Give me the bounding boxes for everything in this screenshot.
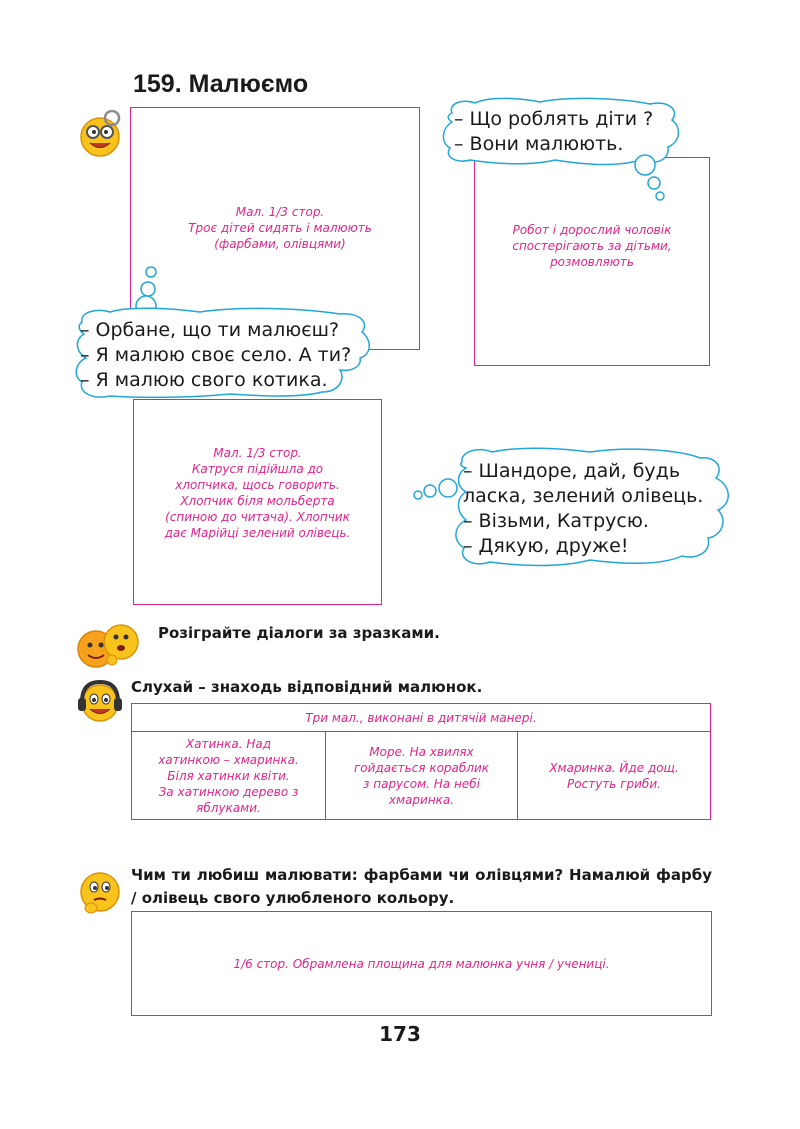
- dialogue-line: – Я малюю свого котика.: [80, 369, 328, 391]
- illustration-note-3: Мал. 1/3 стор. Катруся підійшла до хлопчика, щось говорить. Хлопчик біля мольберта (спиною до читача). Хлопчик дає Марійці зелений олівець.: [164, 446, 351, 540]
- illustration-note-2: Робот і дорослий чоловік спостерігають за дітьми, розмовляють: [512, 223, 672, 269]
- thinking-smiley-icon: [76, 868, 124, 918]
- task-listen: Слухай – знаходь відповідний малюнок.: [131, 678, 483, 696]
- illustration-note-1: Мал. 1/3 стор. Троє дітей сидять і малюють (фарбами, олівцями): [188, 205, 372, 251]
- headphones-smiley-icon: [75, 678, 125, 724]
- listen-table-cell-text: Хмаринка. Йде дощ. Ростуть гриби.: [549, 760, 679, 791]
- dialogue-line: – Дякую, друже!: [463, 535, 629, 557]
- dialogue-1: [454, 107, 653, 157]
- listen-table-cell-3: [517, 731, 711, 820]
- listen-table-cell-1: [131, 731, 326, 820]
- dialogue-line: – Що роблять діти ?: [454, 108, 654, 130]
- task-draw: Чим ти любиш малювати: фарбами чи олівцями? Намалюй фарбу / олівець свого улюбленого кольору.: [131, 866, 712, 907]
- listen-table-cell-text: Море. На хвилях гойдається кораблик з парусом. На небі хмаринка.: [353, 744, 490, 807]
- dialogue-line: – Я малюю своє село. А ти?: [80, 344, 352, 366]
- page-number: 173: [379, 1022, 421, 1046]
- listen-table-header: [131, 703, 711, 732]
- page-title: 159. Малюємо: [133, 70, 309, 98]
- dialogue-line: ласка, зелений олівець.: [463, 485, 704, 507]
- dialogue-line: – Вони малюють.: [454, 133, 624, 155]
- dialogue-line: – Орбане, що ти малюєш?: [80, 319, 340, 341]
- dialogue-line: – Шандоре, дай, будь: [463, 460, 681, 482]
- listen-table-cell-text: Хатинка. Над хатинкою – хмаринка. Біля хатинки квіти. За хатинкою дерево з яблуками.: [158, 736, 299, 815]
- dialogue-line: – Візьми, Катрусю.: [463, 510, 649, 532]
- dialogue-3: [463, 459, 703, 559]
- magnifier-smiley-icon: [76, 110, 126, 158]
- listen-table-header-text: Три мал., виконані в дитячій манері.: [305, 710, 537, 725]
- drawing-area-note: 1/6 стор. Обрамлена площина для малюнка учня / учениці.: [233, 956, 610, 971]
- drawing-area: [131, 911, 712, 1016]
- listen-table-cell-2: [325, 731, 518, 820]
- dialogue-2: [80, 318, 351, 393]
- task-roleplay: Розіграйте діалоги за зразками.: [158, 624, 440, 642]
- two-smileys-icon: [74, 620, 154, 670]
